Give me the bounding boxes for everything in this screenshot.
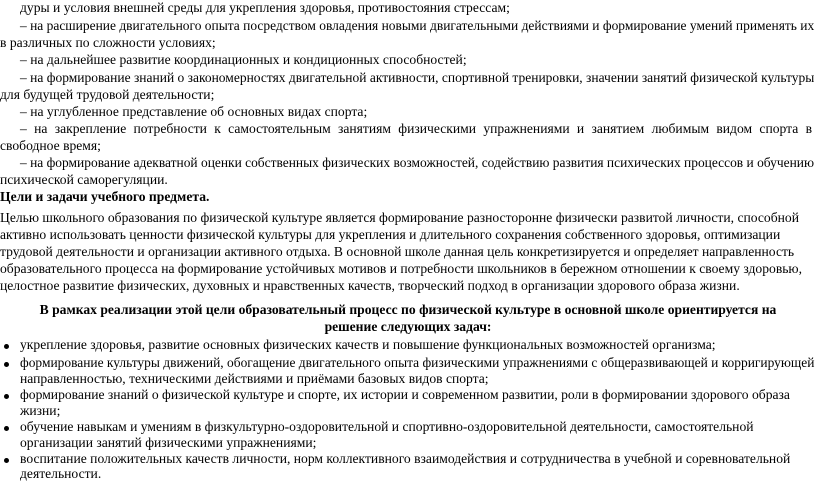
section-heading: Цели и задачи учебного предмета. — [0, 189, 210, 204]
intro-line-8: – на закрепление потребности к самостоятельным занятиям физическими упражнениями и занятием любимым видом спорта в — [20, 121, 812, 136]
intro-line-3: в различных по сложности условиях; — [0, 35, 216, 50]
intro-line-7: – на углубленное представление об основных видах спорта; — [20, 104, 368, 119]
task-1-line-1: укрепление здоровья, развитие основных физических качеств и повышение функциональных возможностей организма; — [20, 337, 716, 352]
bullet-icon — [4, 362, 9, 367]
intro-line-9: свободное время; — [0, 138, 101, 153]
bullet-icon — [4, 344, 9, 349]
bullet-icon — [4, 458, 9, 463]
task-5-line-2: деятельности. — [20, 466, 102, 481]
goal-line-3: трудовой деятельности и организации активного отдыха. В основной школе данная цель конкретизируется и определяет направленность — [0, 244, 795, 259]
intro-line-4: – на дальнейшее развитие координационных и кондиционных способностей; — [20, 52, 467, 67]
task-3-line-1: формирование знаний о физической культуре и спорте, их истории и современном развитии, роли в формировании здорового образа — [20, 387, 790, 402]
task-5-line-1: воспитание положительных качеств личности, норм коллективного взаимодействия и сотрудничества в учебной и соревновательной — [20, 451, 791, 466]
bullet-icon — [4, 426, 9, 431]
bullet-icon — [4, 394, 9, 399]
goal-line-5: целостное развитие физических, духовных и нравственных качеств, творческий подход в организации здорового образа жизни. — [0, 278, 740, 293]
task-4-line-2: организации занятий физическими упражнениями; — [20, 435, 317, 450]
intro-line-10: – на формирование адекватной оценки собственных физических возможностей, содействию развития психических процессов и обучению — [20, 155, 815, 170]
task-2-line-1: формирование культуры движений, обогащение двигательного опыта физическими упражнениями с общеразвивающей и корригирующей — [20, 355, 815, 370]
task-3-line-2: жизни; — [20, 403, 61, 418]
goal-line-2: активно использовать ценности физической культуры для укрепления и длительного сохранения собственного здоровья, оптимизации — [0, 227, 781, 242]
intro-line-2: – на расширение двигательного опыта посредством овладения новыми двигательными действиями и формирование умений применять их — [20, 18, 815, 33]
task-2-line-2: направленностью, техническими действиями и приёмами базовых видов спорта; — [20, 371, 489, 386]
intro-line-1: дуры и условия внешней среды для укрепления здоровья, противостояния стрессам; — [20, 0, 510, 15]
goal-line-4: образовательного процесса на формирование устойчивых мотивов и потребности школьников в бережном отношении к своему здоровью, — [0, 261, 802, 276]
intro-line-5: – на формирование знаний о закономерностях двигательной активности, спортивной тренировки, значении занятий физической культуры — [20, 70, 815, 85]
tasks-heading-line-2: решение следующих задач: — [324, 319, 492, 334]
tasks-heading-line-1: В рамках реализации этой цели образовательный процесс по физической культуре в основной школе ориентируется на — [39, 302, 777, 317]
intro-line-11: психической саморегуляции. — [0, 172, 168, 187]
goal-line-1: Целью школьного образования по физической культуре является формирование разносторонне физически развитой личности, способной — [0, 210, 799, 225]
task-4-line-1: обучение навыкам и умениям в физкультурно-оздоровительной и спортивно-оздоровительной деятельности, самостоятельной — [20, 419, 754, 434]
intro-line-6: для будущей трудовой деятельности; — [0, 87, 215, 102]
